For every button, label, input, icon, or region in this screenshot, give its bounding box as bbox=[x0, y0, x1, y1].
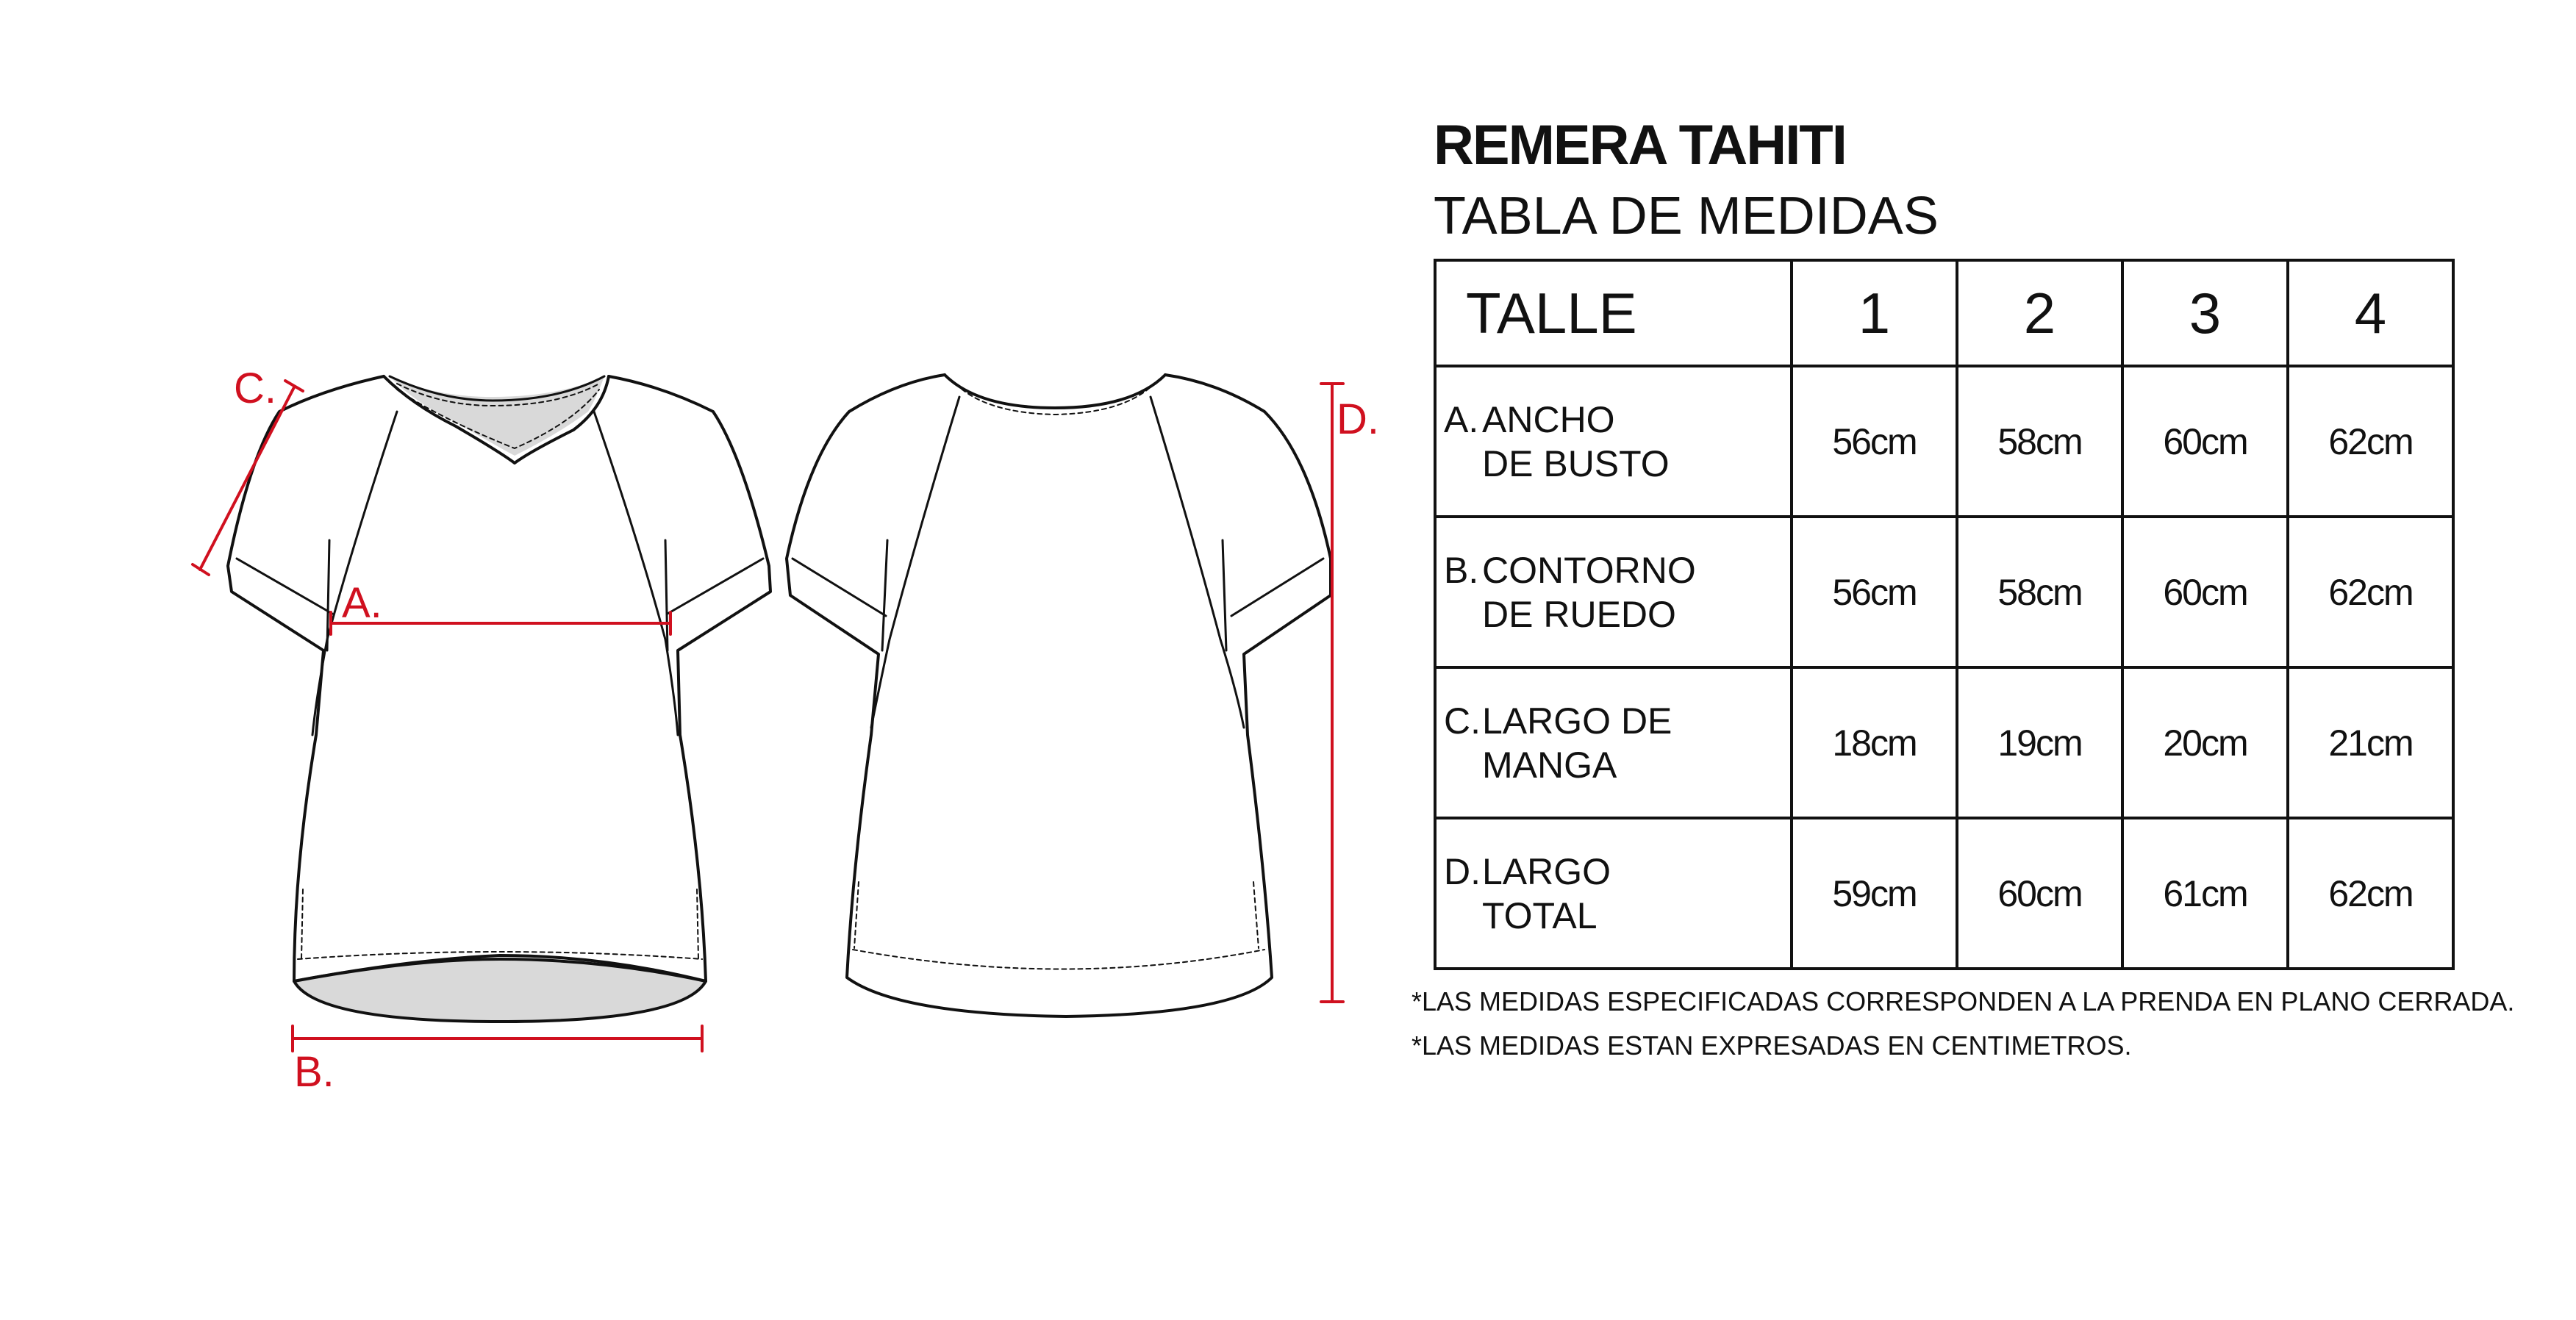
table-row bbox=[1435, 667, 2453, 818]
front-raglan-left bbox=[312, 412, 397, 735]
value-cell: 62cm bbox=[2288, 818, 2453, 969]
size-header-2: 2 bbox=[1957, 260, 2122, 366]
measure-letter: C. bbox=[1444, 700, 1481, 742]
value-cell: 56cm bbox=[1792, 517, 1957, 667]
front-armhole-right bbox=[665, 540, 668, 650]
measure-name-cell bbox=[1435, 517, 1792, 667]
front-side-stitch-left bbox=[301, 889, 303, 959]
value-cell: 56cm bbox=[1792, 366, 1957, 517]
front-view bbox=[228, 376, 770, 1022]
measure-letter: B. bbox=[1444, 549, 1479, 591]
measure-letter: A. bbox=[1444, 398, 1479, 440]
measure-c-line bbox=[200, 387, 294, 570]
size-chart-table bbox=[1434, 259, 2455, 970]
back-view bbox=[787, 375, 1331, 1016]
value-cell: 21cm bbox=[2288, 667, 2453, 818]
measure-label: CONTORNO DE RUEDO bbox=[1482, 549, 1696, 635]
table-subtitle: TABLA DE MEDIDAS bbox=[1434, 187, 1939, 245]
value-cell: 61cm bbox=[2122, 818, 2288, 969]
front-hem-fill bbox=[294, 959, 706, 1022]
value-cell: 62cm bbox=[2288, 366, 2453, 517]
value-cell: 60cm bbox=[2122, 366, 2288, 517]
measure-name-cell bbox=[1435, 667, 1792, 818]
size-header-1: 1 bbox=[1792, 260, 1957, 366]
value-cell: 58cm bbox=[1957, 366, 2122, 517]
back-raglan-left bbox=[871, 397, 959, 728]
back-cuff-right bbox=[1231, 559, 1323, 616]
value-cell: 58cm bbox=[1957, 517, 2122, 667]
value-cell: 20cm bbox=[2122, 667, 2288, 818]
measure-c-label: C. bbox=[234, 365, 276, 412]
back-neckline bbox=[945, 375, 1165, 408]
table-row bbox=[1435, 818, 2453, 969]
footnote-units: *LAS MEDIDAS ESTAN EXPRESADAS EN CENTIMETROS. bbox=[1412, 1030, 2132, 1061]
measure-b-label: B. bbox=[294, 1048, 334, 1096]
back-side-stitch-right bbox=[1253, 882, 1259, 948]
back-side-stitch-left bbox=[854, 882, 859, 948]
measure-name-cell bbox=[1435, 818, 1792, 969]
value-cell: 60cm bbox=[1957, 818, 2122, 969]
back-body-outline bbox=[787, 375, 1331, 1016]
measure-d-label: D. bbox=[1337, 395, 1379, 443]
back-hem-stitch bbox=[853, 950, 1264, 969]
measure-label: ANCHO DE BUSTO bbox=[1482, 398, 1670, 484]
measure-name-cell bbox=[1435, 366, 1792, 517]
measurement-lines bbox=[193, 381, 1343, 1051]
value-cell: 59cm bbox=[1792, 818, 1957, 969]
front-body-outline bbox=[228, 376, 770, 981]
measure-label: LARGO DE MANGA bbox=[1482, 700, 1672, 786]
size-header-3: 3 bbox=[2122, 260, 2288, 366]
table-row bbox=[1435, 517, 2453, 667]
value-cell: 18cm bbox=[1792, 667, 1957, 818]
product-title: REMERA TAHITI bbox=[1434, 114, 1846, 176]
talle-header: TALLE bbox=[1435, 260, 1792, 366]
measure-letter: D. bbox=[1444, 850, 1481, 892]
table-row bbox=[1435, 366, 2453, 517]
back-armhole-left bbox=[882, 540, 887, 650]
value-cell: 62cm bbox=[2288, 517, 2453, 667]
size-header-row bbox=[1435, 260, 2453, 366]
value-cell: 19cm bbox=[1957, 667, 2122, 818]
front-side-stitch-right bbox=[697, 889, 698, 959]
back-armhole-right bbox=[1223, 540, 1226, 650]
value-cell: 60cm bbox=[2122, 517, 2288, 667]
measure-label: LARGO TOTAL bbox=[1482, 850, 1611, 936]
measure-a-label: A. bbox=[342, 579, 382, 627]
back-raglan-right bbox=[1151, 397, 1244, 728]
footnote-flat-measure: *LAS MEDIDAS ESPECIFICADAS CORRESPONDEN A LA PRENDA EN PLANO CERRADA. bbox=[1412, 986, 2515, 1016]
size-header-4: 4 bbox=[2288, 260, 2453, 366]
